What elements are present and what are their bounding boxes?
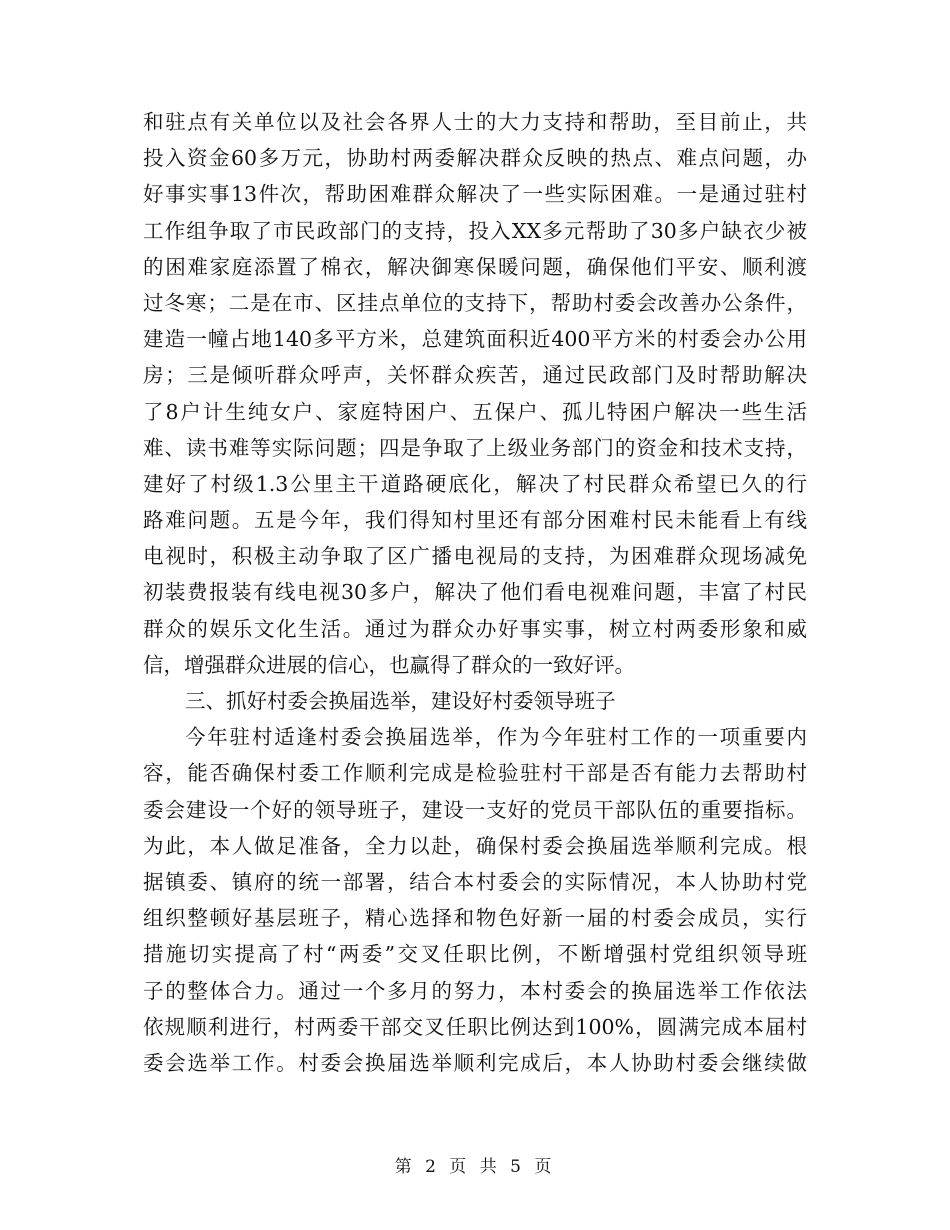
page-number: 第 2 页 共 5 页 [394,1157,556,1177]
paragraph-line: 委会建设一个好的领导班子，建设一支好的党员干部队伍的重要指标。 [143,797,807,822]
paragraph-line: 的困难家庭添置了棉衣，解决御寒保暖问题，确保他们平安、顺利渡 [143,254,807,279]
paragraph-line: 难、读书难等实际问题；四是争取了上级业务部门的资金和技术支持， [143,435,807,460]
paragraph-line: 措施切实提高了村“两委”交叉任职比例，不断增强村党组织领导班 [143,942,807,967]
paragraph-line: 投入资金60多万元，协助村两委解决群众反映的热点、难点问题，办 [143,146,807,171]
paragraph-line: 信，增强群众进展的信心，也赢得了群众的一致好评。 [143,652,635,677]
paragraph-line: 房；三是倾听群众呼声，关怀群众疾苦，通过民政部门及时帮助解决 [143,363,807,388]
paragraph-line: 委会选举工作。村委会换届选举顺利完成后，本人协助村委会继续做 [143,1050,807,1075]
paragraph-line: 和驻点有关单位以及社会各界人士的大力支持和帮助，至目前止，共 [143,110,807,134]
paragraph-line: 组织整顿好基层班子，精心选择和物色好新一届的村委会成员，实行 [143,906,807,931]
paragraph-line: 群众的娱乐文化生活。通过为群众办好事实事，树立村两委形象和威 [143,616,807,641]
paragraph-line: 过冬寒；二是在市、区挂点单位的支持下，帮助村委会改善办公条件， [143,290,807,315]
document-body [143,104,807,1081]
paragraph-line: 今年驻村适逢村委会换届选举，作为今年驻村工作的一项重要内 [185,725,807,750]
paragraph-line: 容，能否确保村委工作顺利完成是检验驻村干部是否有能力去帮助村 [143,761,807,786]
paragraph-line: 初装费报装有线电视30多户，解决了他们看电视难问题，丰富了村民 [143,580,807,605]
paragraph-line: 建造一幢占地140多平方米，总建筑面积近400平方米的村委会办公用 [143,327,807,352]
paragraph-line: 子的整体合力。通过一个多月的努力，本村委会的换届选举工作依法 [143,978,807,1003]
paragraph-line: 电视时，积极主动争取了区广播电视局的支持，为困难群众现场减免 [143,544,807,569]
paragraph-line: 依规顺利进行，村两委干部交叉任职比例达到100%，圆满完成本届村 [143,1014,807,1039]
paragraph-line: 路难问题。五是今年，我们得知村里还有部分困难村民未能看上有线 [143,508,807,533]
paragraph-line: 好事实事13件次，帮助困难群众解决了一些实际困难。一是通过驻村 [143,182,807,207]
paragraph-line: 为此，本人做足准备，全力以赴，确保村委会换届选举顺利完成。根 [143,833,807,858]
paragraph-line: 据镇委、镇府的统一部署，结合本村委会的实际情况，本人协助村党 [143,869,807,894]
paragraph-line: 工作组争取了市民政部门的支持，投入XX多元帮助了30多户缺衣少被 [143,218,807,243]
paragraph-line: 建好了村级1.3公里主干道路硬底化，解决了村民群众希望已久的行 [143,471,807,496]
section-heading: 三、抓好村委会换届选举，建设好村委领导班子 [185,689,616,713]
paragraph-line: 了8户计生纯女户、家庭特困户、五保户、孤儿特困户解决一些生活 [143,399,807,424]
